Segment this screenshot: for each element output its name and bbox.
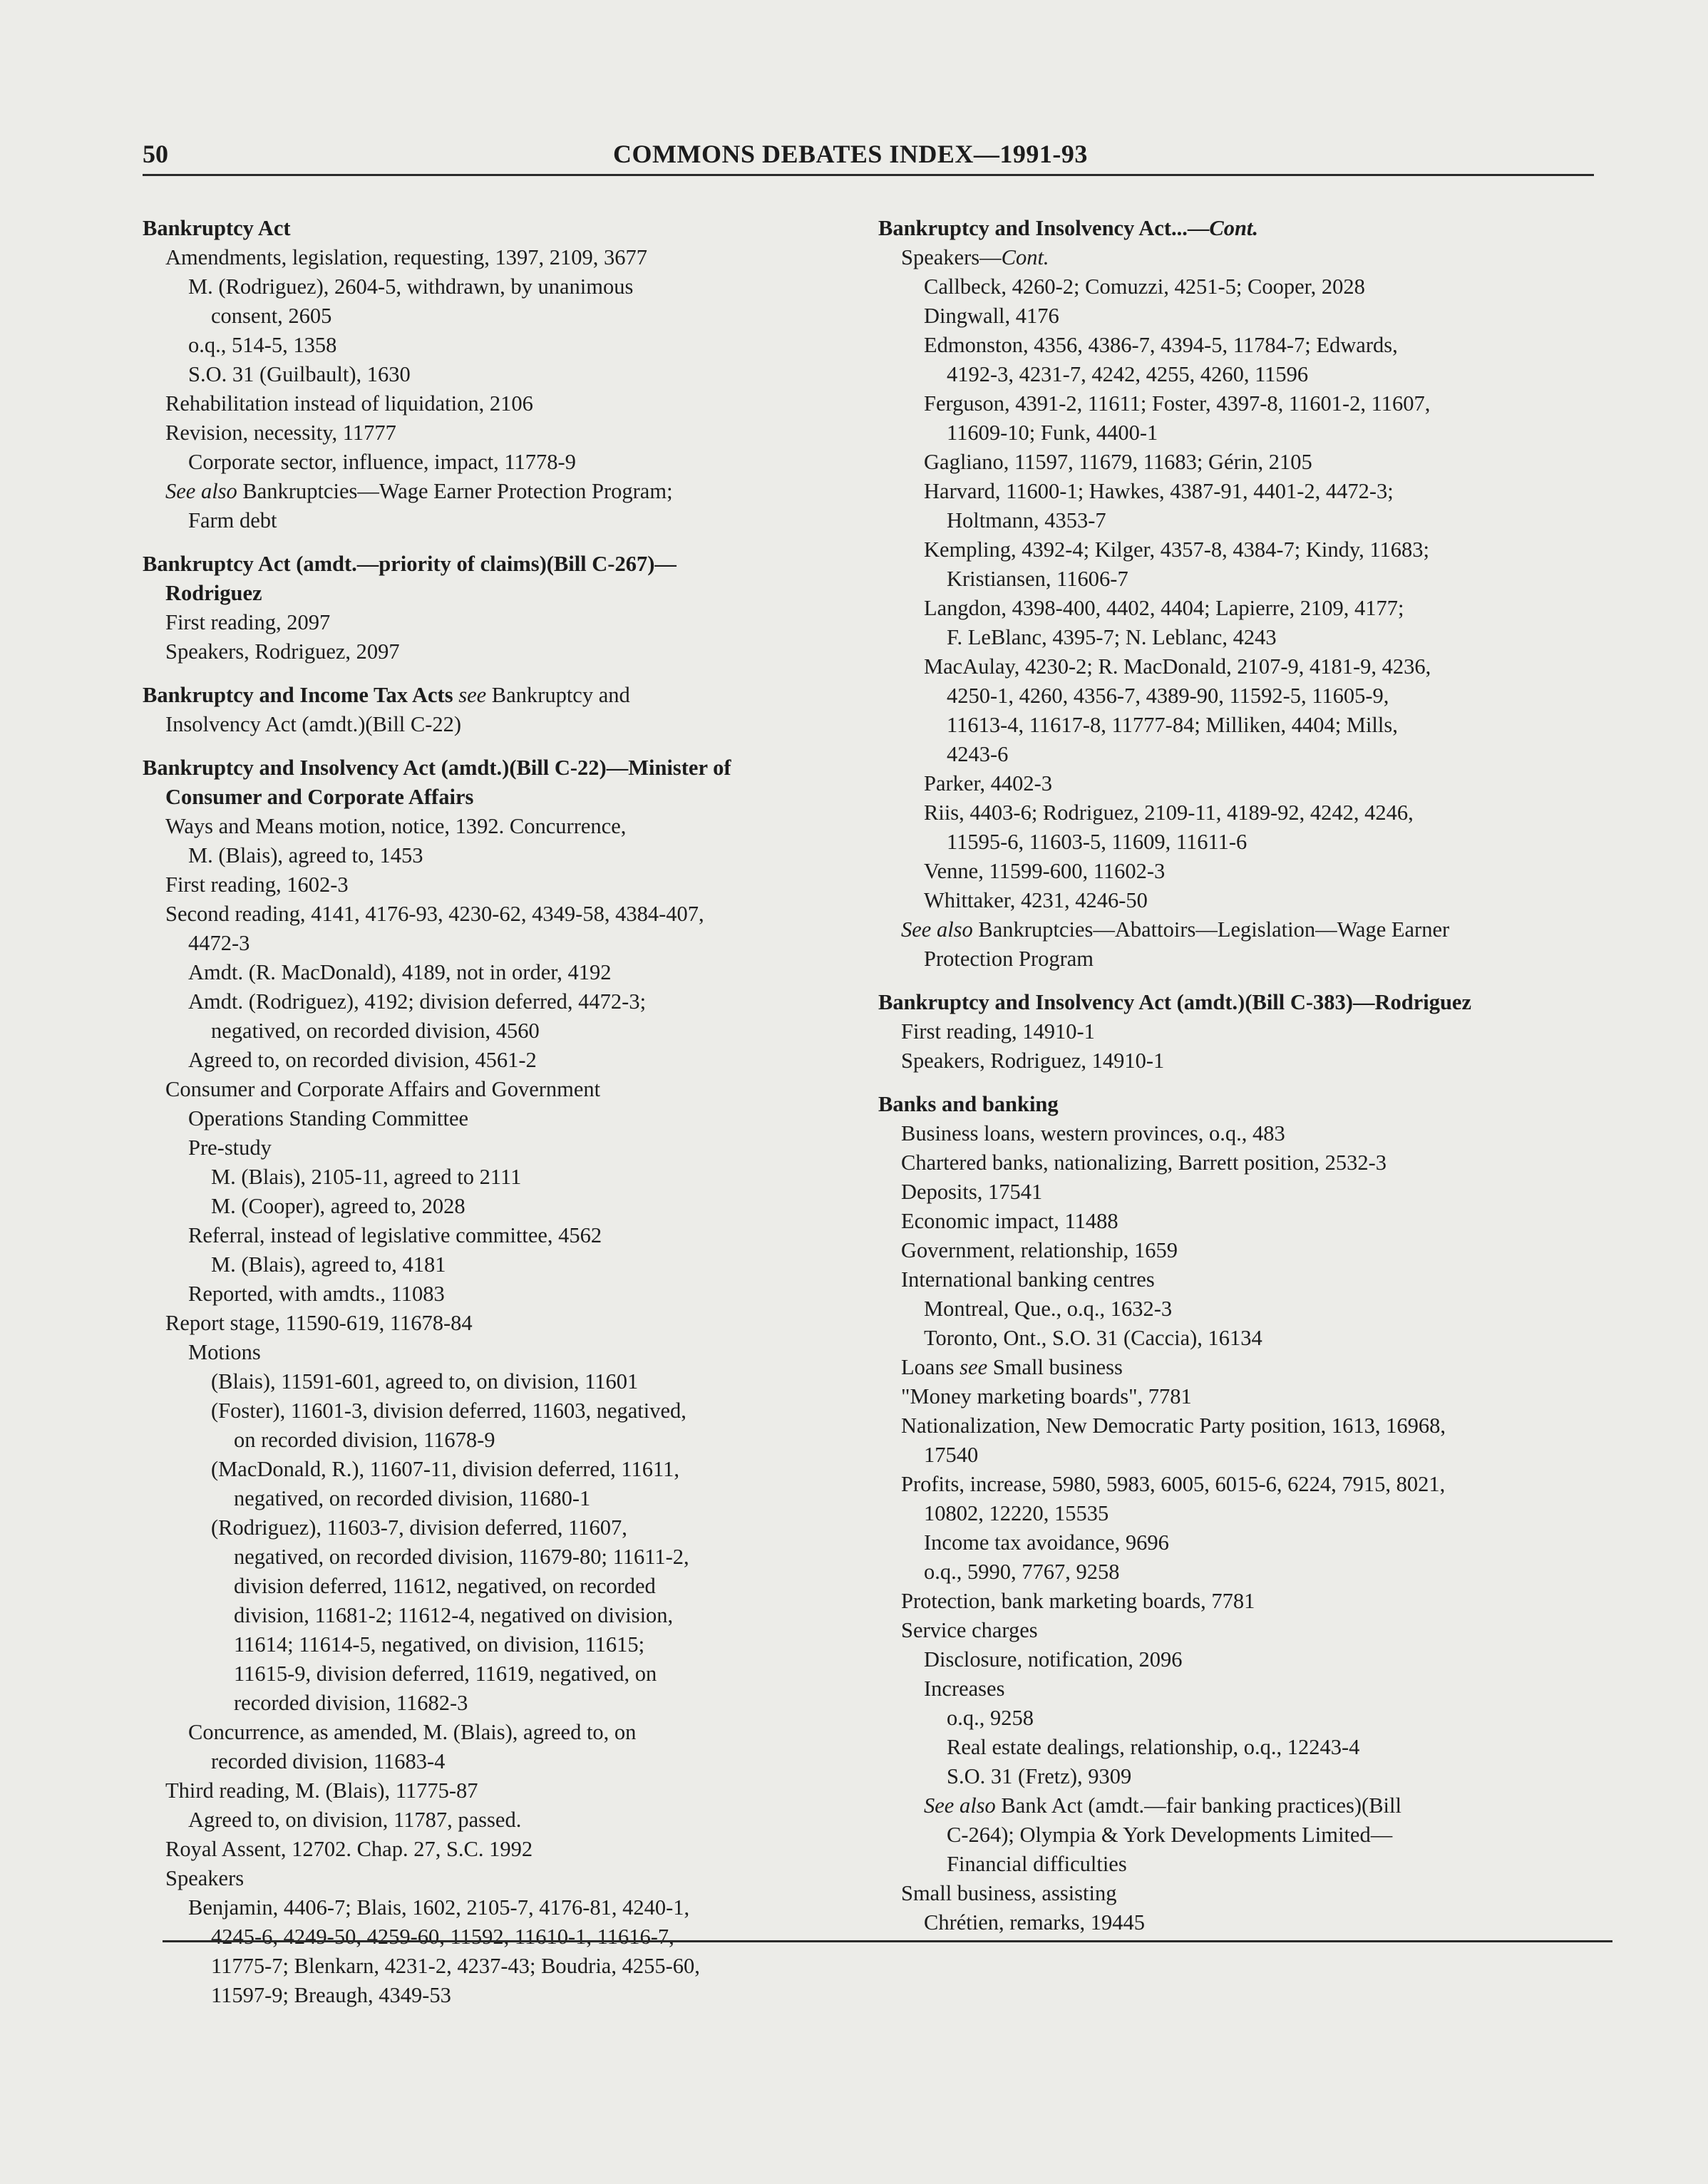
entry-line: M. (Blais), agreed to, 4181 — [211, 1252, 446, 1277]
entry-line: Concurrence, as amended, M. (Blais), agreed to, on — [188, 1720, 637, 1744]
entry-line: Venne, 11599-600, 11602-3 — [924, 859, 1166, 883]
entry-line: 4243-6 — [947, 742, 1009, 766]
index-entry — [143, 214, 855, 535]
entry-line: "Money marketing boards", 7781 — [901, 1384, 1192, 1408]
entry-line: 10802, 12220, 15535 — [924, 1501, 1109, 1525]
entry-line: 4192-3, 4231-7, 4242, 4255, 4260, 11596 — [947, 362, 1309, 386]
entry-line: Amdt. (Rodriguez), 4192; division deferred, 4472-3; — [188, 989, 647, 1014]
entry-line: Montreal, Que., o.q., 1632-3 — [924, 1297, 1173, 1321]
entry-line: o.q., 5990, 7767, 9258 — [924, 1560, 1120, 1584]
entry-line: o.q., 514-5, 1358 — [188, 333, 337, 357]
entry-line: Business loans, western provinces, o.q., 483 — [901, 1121, 1285, 1145]
entry-line: 11615-9, division deferred, 11619, negatived, on — [234, 1662, 657, 1686]
entry-line: Disclosure, notification, 2096 — [924, 1647, 1183, 1672]
entry-line: Corporate sector, influence, impact, 11778-9 — [188, 450, 576, 474]
entry-line: Amdt. (R. MacDonald), 4189, not in order, 4192 — [188, 960, 612, 984]
entry-line: Real estate dealings, relationship, o.q., 12243-4 — [947, 1735, 1360, 1759]
entry-line: Edmonston, 4356, 4386-7, 4394-5, 11784-7; Edwards, — [924, 333, 1398, 357]
entry-line: recorded division, 11682-3 — [234, 1691, 468, 1715]
entry-line: See also Bankruptcies—Abattoirs—Legislation—Wage Earner — [901, 917, 1450, 942]
entry-line: Chartered banks, nationalizing, Barrett position, 2532-3 — [901, 1150, 1387, 1175]
page-header — [143, 140, 1594, 176]
entry-line: Gagliano, 11597, 11679, 11683; Gérin, 2105 — [924, 450, 1312, 474]
entry-line: Protection, bank marketing boards, 7781 — [901, 1589, 1255, 1613]
entry-line: Kristiansen, 11606-7 — [947, 567, 1128, 591]
entry-line: Economic impact, 11488 — [901, 1209, 1118, 1233]
entry-line: Callbeck, 4260-2; Comuzzi, 4251-5; Cooper, 2028 — [924, 274, 1365, 299]
entry-line: 17540 — [924, 1443, 979, 1467]
entry-line: S.O. 31 (Fretz), 9309 — [947, 1764, 1132, 1788]
entry-line: 4250-1, 4260, 4356-7, 4389-90, 11592-5, 11605-9, — [947, 684, 1389, 708]
entry-line: recorded division, 11683-4 — [211, 1749, 446, 1773]
entry-heading: Bankruptcy and Insolvency Act...—Cont. — [878, 216, 1259, 240]
entry-heading: Bankruptcy and Income Tax Acts see Bankruptcy and — [143, 683, 630, 707]
entry-line: (Blais), 11591-601, agreed to, on division, 11601 — [211, 1369, 639, 1394]
entry-line: Langdon, 4398-400, 4402, 4404; Lapierre, 2109, 4177; — [924, 596, 1404, 620]
entry-line: Dingwall, 4176 — [924, 304, 1059, 328]
entry-line: International banking centres — [901, 1267, 1155, 1292]
index-entry — [878, 1090, 1598, 1937]
entry-line: Reported, with amdts., 11083 — [188, 1282, 445, 1306]
entry-line: Benjamin, 4406-7; Blais, 1602, 2105-7, 4176-81, 4240-1, — [188, 1895, 690, 1920]
entry-line: M. (Rodriguez), 2604-5, withdrawn, by unanimous — [188, 274, 634, 299]
entry-line: Toronto, Ont., S.O. 31 (Caccia), 16134 — [924, 1326, 1262, 1350]
entry-line: Speakers — [165, 1866, 245, 1890]
entry-line: 11775-7; Blenkarn, 4231-2, 4237-43; Boudria, 4255-60, — [211, 1954, 700, 1978]
entry-line: Rodriguez — [165, 581, 262, 605]
entry-line: Revision, necessity, 11777 — [165, 421, 396, 445]
entry-line: Holtmann, 4353-7 — [947, 508, 1106, 532]
entry-line: Small business, assisting — [901, 1881, 1117, 1905]
running-title: COMMONS DEBATES INDEX—1991-93 — [613, 140, 1088, 168]
entry-line: Consumer and Corporate Affairs — [165, 785, 474, 809]
entry-line: Income tax avoidance, 9696 — [924, 1530, 1169, 1555]
entry-line: Chrétien, remarks, 19445 — [924, 1910, 1146, 1935]
entry-line: Riis, 4403-6; Rodriguez, 2109-11, 4189-92, 4242, 4246, — [924, 800, 1414, 825]
entry-line: (Rodriguez), 11603-7, division deferred, 11607, — [211, 1515, 627, 1540]
entry-line: consent, 2605 — [211, 304, 332, 328]
entry-line: Deposits, 17541 — [901, 1180, 1043, 1204]
entry-line: Rehabilitation instead of liquidation, 2106 — [165, 391, 533, 416]
entry-line: Ways and Means motion, notice, 1392. Concurrence, — [165, 814, 627, 838]
entry-heading: Banks and banking — [878, 1092, 1059, 1116]
entry-line: Consumer and Corporate Affairs and Government — [165, 1077, 601, 1101]
entry-line: C-264); Olympia & York Developments Limited— — [947, 1823, 1393, 1847]
entry-line: Pre-study — [188, 1135, 272, 1160]
entry-line: See also Bank Act (amdt.—fair banking practices)(Bill — [924, 1793, 1401, 1818]
entry-line: 4472-3 — [188, 931, 250, 955]
index-entry — [878, 214, 1598, 974]
entry-line: First reading, 2097 — [165, 610, 331, 634]
entry-line: See also Bankruptcies—Wage Earner Protection Program; — [165, 479, 673, 503]
entry-line: division deferred, 11612, negatived, on recorded — [234, 1574, 656, 1598]
entry-line: division, 11681-2; 11612-4, negatived on division, — [234, 1603, 674, 1627]
index-entry — [143, 550, 855, 666]
entry-line: Speakers, Rodriguez, 14910-1 — [901, 1049, 1165, 1073]
entry-line: Parker, 4402-3 — [924, 771, 1053, 795]
entry-line: First reading, 14910-1 — [901, 1019, 1095, 1044]
entry-line: Motions — [188, 1340, 261, 1364]
entry-line: Service charges — [901, 1618, 1038, 1642]
entry-line: Operations Standing Committee — [188, 1106, 469, 1130]
entry-line: Agreed to, on division, 11787, passed. — [188, 1808, 522, 1832]
entry-line: Increases — [924, 1676, 1005, 1701]
entry-line: F. LeBlanc, 4395-7; N. Leblanc, 4243 — [947, 625, 1277, 649]
entry-line: 11613-4, 11617-8, 11777-84; Milliken, 4404; Mills, — [947, 713, 1398, 737]
entry-line: Second reading, 4141, 4176-93, 4230-62, 4349-58, 4384-407, — [165, 902, 704, 926]
entry-line: (MacDonald, R.), 11607-11, division deferred, 11611, — [211, 1457, 680, 1481]
entry-line: Ferguson, 4391-2, 11611; Foster, 4397-8, 11601-2, 11607, — [924, 391, 1431, 416]
entry-line: 11609-10; Funk, 4400-1 — [947, 421, 1158, 445]
entry-line: Protection Program — [924, 947, 1094, 971]
entry-line: 11595-6, 11603-5, 11609, 11611-6 — [947, 830, 1247, 854]
index-entry — [878, 988, 1598, 1076]
entry-line: 11614; 11614-5, negatived, on division, 11615; — [234, 1632, 645, 1657]
entry-line: Speakers—Cont. — [901, 245, 1049, 269]
entry-line: Insolvency Act (amdt.)(Bill C-22) — [165, 712, 462, 736]
entry-heading: Bankruptcy and Insolvency Act (amdt.)(Bill C-383)—Rodriguez — [878, 990, 1471, 1014]
entry-line: Referral, instead of legislative committee, 4562 — [188, 1223, 602, 1247]
entry-line: on recorded division, 11678-9 — [234, 1428, 495, 1452]
entry-line: Nationalization, New Democratic Party position, 1613, 16968, — [901, 1413, 1446, 1438]
entry-line: 11597-9; Breaugh, 4349-53 — [211, 1983, 451, 2007]
entry-line: negatived, on recorded division, 11679-80; 11611-2, — [234, 1545, 689, 1569]
entry-line: negatived, on recorded division, 4560 — [211, 1019, 540, 1043]
page-number: 50 — [143, 140, 168, 168]
entry-heading: Bankruptcy Act — [143, 216, 291, 240]
entry-line: MacAulay, 4230-2; R. MacDonald, 2107-9, 4181-9, 4236, — [924, 654, 1431, 679]
entry-line: Kempling, 4392-4; Kilger, 4357-8, 4384-7; Kindy, 11683; — [924, 537, 1429, 562]
entry-line: Farm debt — [188, 508, 277, 532]
index-column-right — [878, 214, 1598, 1952]
entry-line: M. (Cooper), agreed to, 2028 — [211, 1194, 465, 1218]
entry-heading: Bankruptcy and Insolvency Act (amdt.)(Bill C-22)—Minister of — [143, 756, 731, 780]
entry-line: Agreed to, on recorded division, 4561-2 — [188, 1048, 537, 1072]
entry-line: Financial difficulties — [947, 1852, 1127, 1876]
entry-line: M. (Blais), 2105-11, agreed to 2111 — [211, 1165, 522, 1189]
entry-line: Harvard, 11600-1; Hawkes, 4387-91, 4401-2, 4472-3; — [924, 479, 1394, 503]
entry-line: o.q., 9258 — [947, 1706, 1034, 1730]
footer-rule — [163, 1940, 1612, 1942]
index-entry — [143, 753, 855, 2010]
entry-heading: Bankruptcy Act (amdt.—priority of claims)(Bill C-267)— — [143, 552, 676, 576]
entry-line: Speakers, Rodriguez, 2097 — [165, 639, 400, 664]
index-entry — [143, 681, 855, 739]
entry-line: First reading, 1602-3 — [165, 872, 349, 897]
entry-line: Royal Assent, 12702. Chap. 27, S.C. 1992 — [165, 1837, 533, 1861]
entry-line: Third reading, M. (Blais), 11775-87 — [165, 1778, 478, 1803]
entry-line: Government, relationship, 1659 — [901, 1238, 1178, 1262]
entry-line: 4245-6, 4249-50, 4259-60, 11592, 11610-1, 11616-7, — [211, 1925, 674, 1949]
entry-line: Amendments, legislation, requesting, 1397, 2109, 3677 — [165, 245, 648, 269]
entry-line: M. (Blais), agreed to, 1453 — [188, 843, 423, 867]
entry-line: Loans see Small business — [901, 1355, 1123, 1379]
entry-line: Report stage, 11590-619, 11678-84 — [165, 1311, 473, 1335]
entry-line: Profits, increase, 5980, 5983, 6005, 6015-6, 6224, 7915, 8021, — [901, 1472, 1446, 1496]
entry-line: (Foster), 11601-3, division deferred, 11603, negatived, — [211, 1399, 686, 1423]
entry-line: S.O. 31 (Guilbault), 1630 — [188, 362, 411, 386]
index-column-left — [143, 214, 855, 2024]
entry-line: negatived, on recorded division, 11680-1 — [234, 1486, 591, 1510]
entry-line: Whittaker, 4231, 4246-50 — [924, 888, 1148, 912]
